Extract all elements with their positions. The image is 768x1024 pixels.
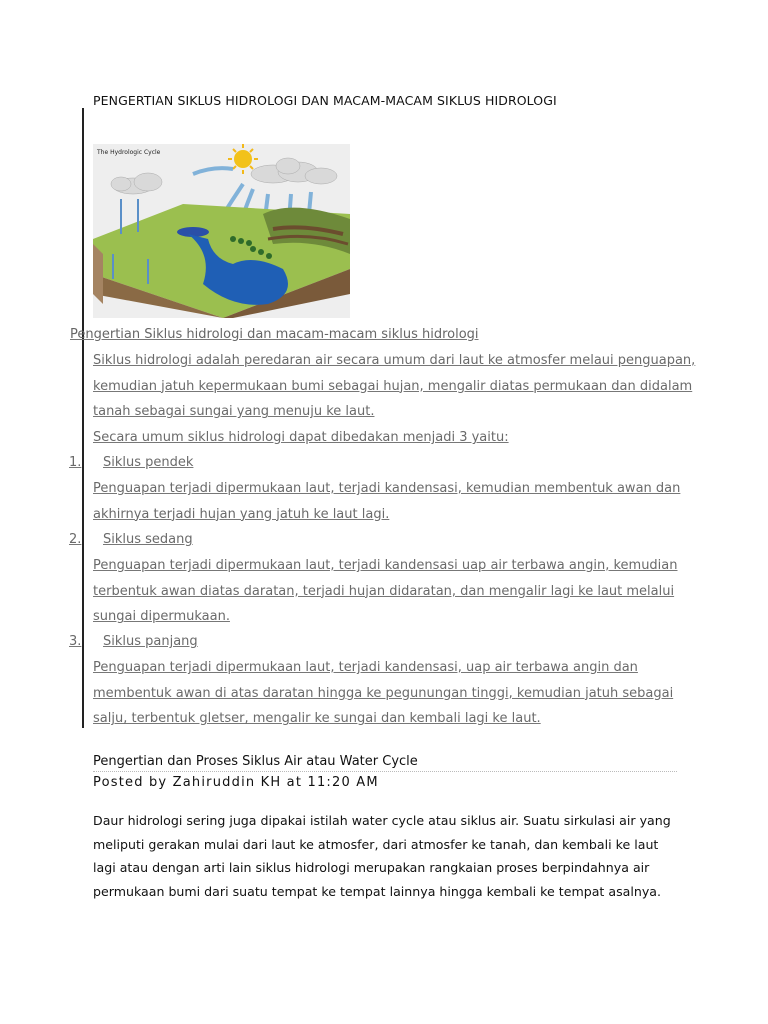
list-item-description — [93, 655, 673, 732]
description-line: Penguapan terjadi dipermukaan laut, terjadi kandensasi, uap air terbawa angin dan — [93, 660, 638, 675]
description-line: Penguapan terjadi dipermukaan laut, terjadi kandensasi uap air terbawa angin, kemudian — [93, 558, 678, 573]
intro-line: tanah sebagai sungai yang menuju ke laut. — [93, 404, 375, 420]
figure-caption: Pengertian Siklus hidrologi dan macam-macam siklus hidrologi — [70, 327, 479, 342]
list-number: 1. — [69, 455, 82, 470]
list-item-label: Siklus pendek — [103, 455, 194, 470]
body-line: meliputi gerakan mulai dari laut ke atmosfer, dari atmosfer ke tanah, dan kembali ke laut — [93, 836, 659, 852]
description-line: Penguapan terjadi dipermukaan laut, terjadi kandensasi, kemudian membentuk awan dan — [93, 481, 681, 496]
body-line: permukaan bumi dari suatu tempat ke tempat lainnya hingga kembali ke tempat asalnya. — [93, 883, 662, 899]
intro-line: kemudian jatuh kepermukaan bumi sebagai hujan, mengalir diatas permukaan dan didalam — [93, 378, 693, 394]
page-title: PENGERTIAN SIKLUS HIDROLOGI DAN MACAM-MACAM SIKLUS HIDROLOGI — [93, 93, 557, 108]
hydrologic-cycle-illustration — [93, 144, 350, 318]
hydrologic-cycle-figure — [93, 144, 350, 318]
intro-paragraph — [93, 348, 695, 451]
list-number: 2. — [69, 532, 82, 547]
list-item-description — [93, 476, 680, 527]
description-line: terbentuk awan diatas daratan, terjadi hujan didaratan, dan mengalir lagi ke laut melalui — [93, 583, 675, 599]
intro-line: Siklus hidrologi adalah peredaran air secara umum dari laut ke atmosfer melaui penguapan, — [93, 353, 696, 368]
section-body — [93, 809, 671, 903]
intro-divided-line: Secara umum siklus hidrologi dapat dibedakan menjadi 3 yaitu: — [93, 430, 509, 446]
revision-bar — [82, 108, 84, 728]
posted-byline: Posted by Zahiruddin KH at 11:20 AM — [93, 775, 379, 790]
description-line: salju, terbentuk gletser, mengalir ke sungai dan kembali lagi ke laut. — [93, 711, 541, 727]
description-line: akhirnya terjadi hujan yang jatuh ke laut lagi. — [93, 506, 390, 522]
section-heading: Pengertian dan Proses Siklus Air atau Water Cycle — [93, 754, 418, 769]
list-item-label: Siklus panjang — [103, 634, 198, 649]
body-line: lagi atau dengan arti lain siklus hidrologi merupakan rangkaian proses berpindahnya air — [93, 860, 650, 875]
description-line: membentuk awan di atas daratan hingga ke pegunungan tinggi, kemudian jatuh sebagai — [93, 685, 674, 701]
figure-heading: The Hydrologic Cycle — [97, 149, 161, 156]
list-item-description — [93, 553, 678, 630]
list-item-label: Siklus sedang — [103, 532, 193, 547]
description-line: sungai dipermukaan. — [93, 609, 230, 625]
body-line: Daur hidrologi sering juga dipakai istilah water cycle atau siklus air. Suatu sirkulasi air yang — [93, 813, 671, 828]
dotted-divider — [93, 771, 677, 772]
list-number: 3. — [69, 634, 82, 649]
